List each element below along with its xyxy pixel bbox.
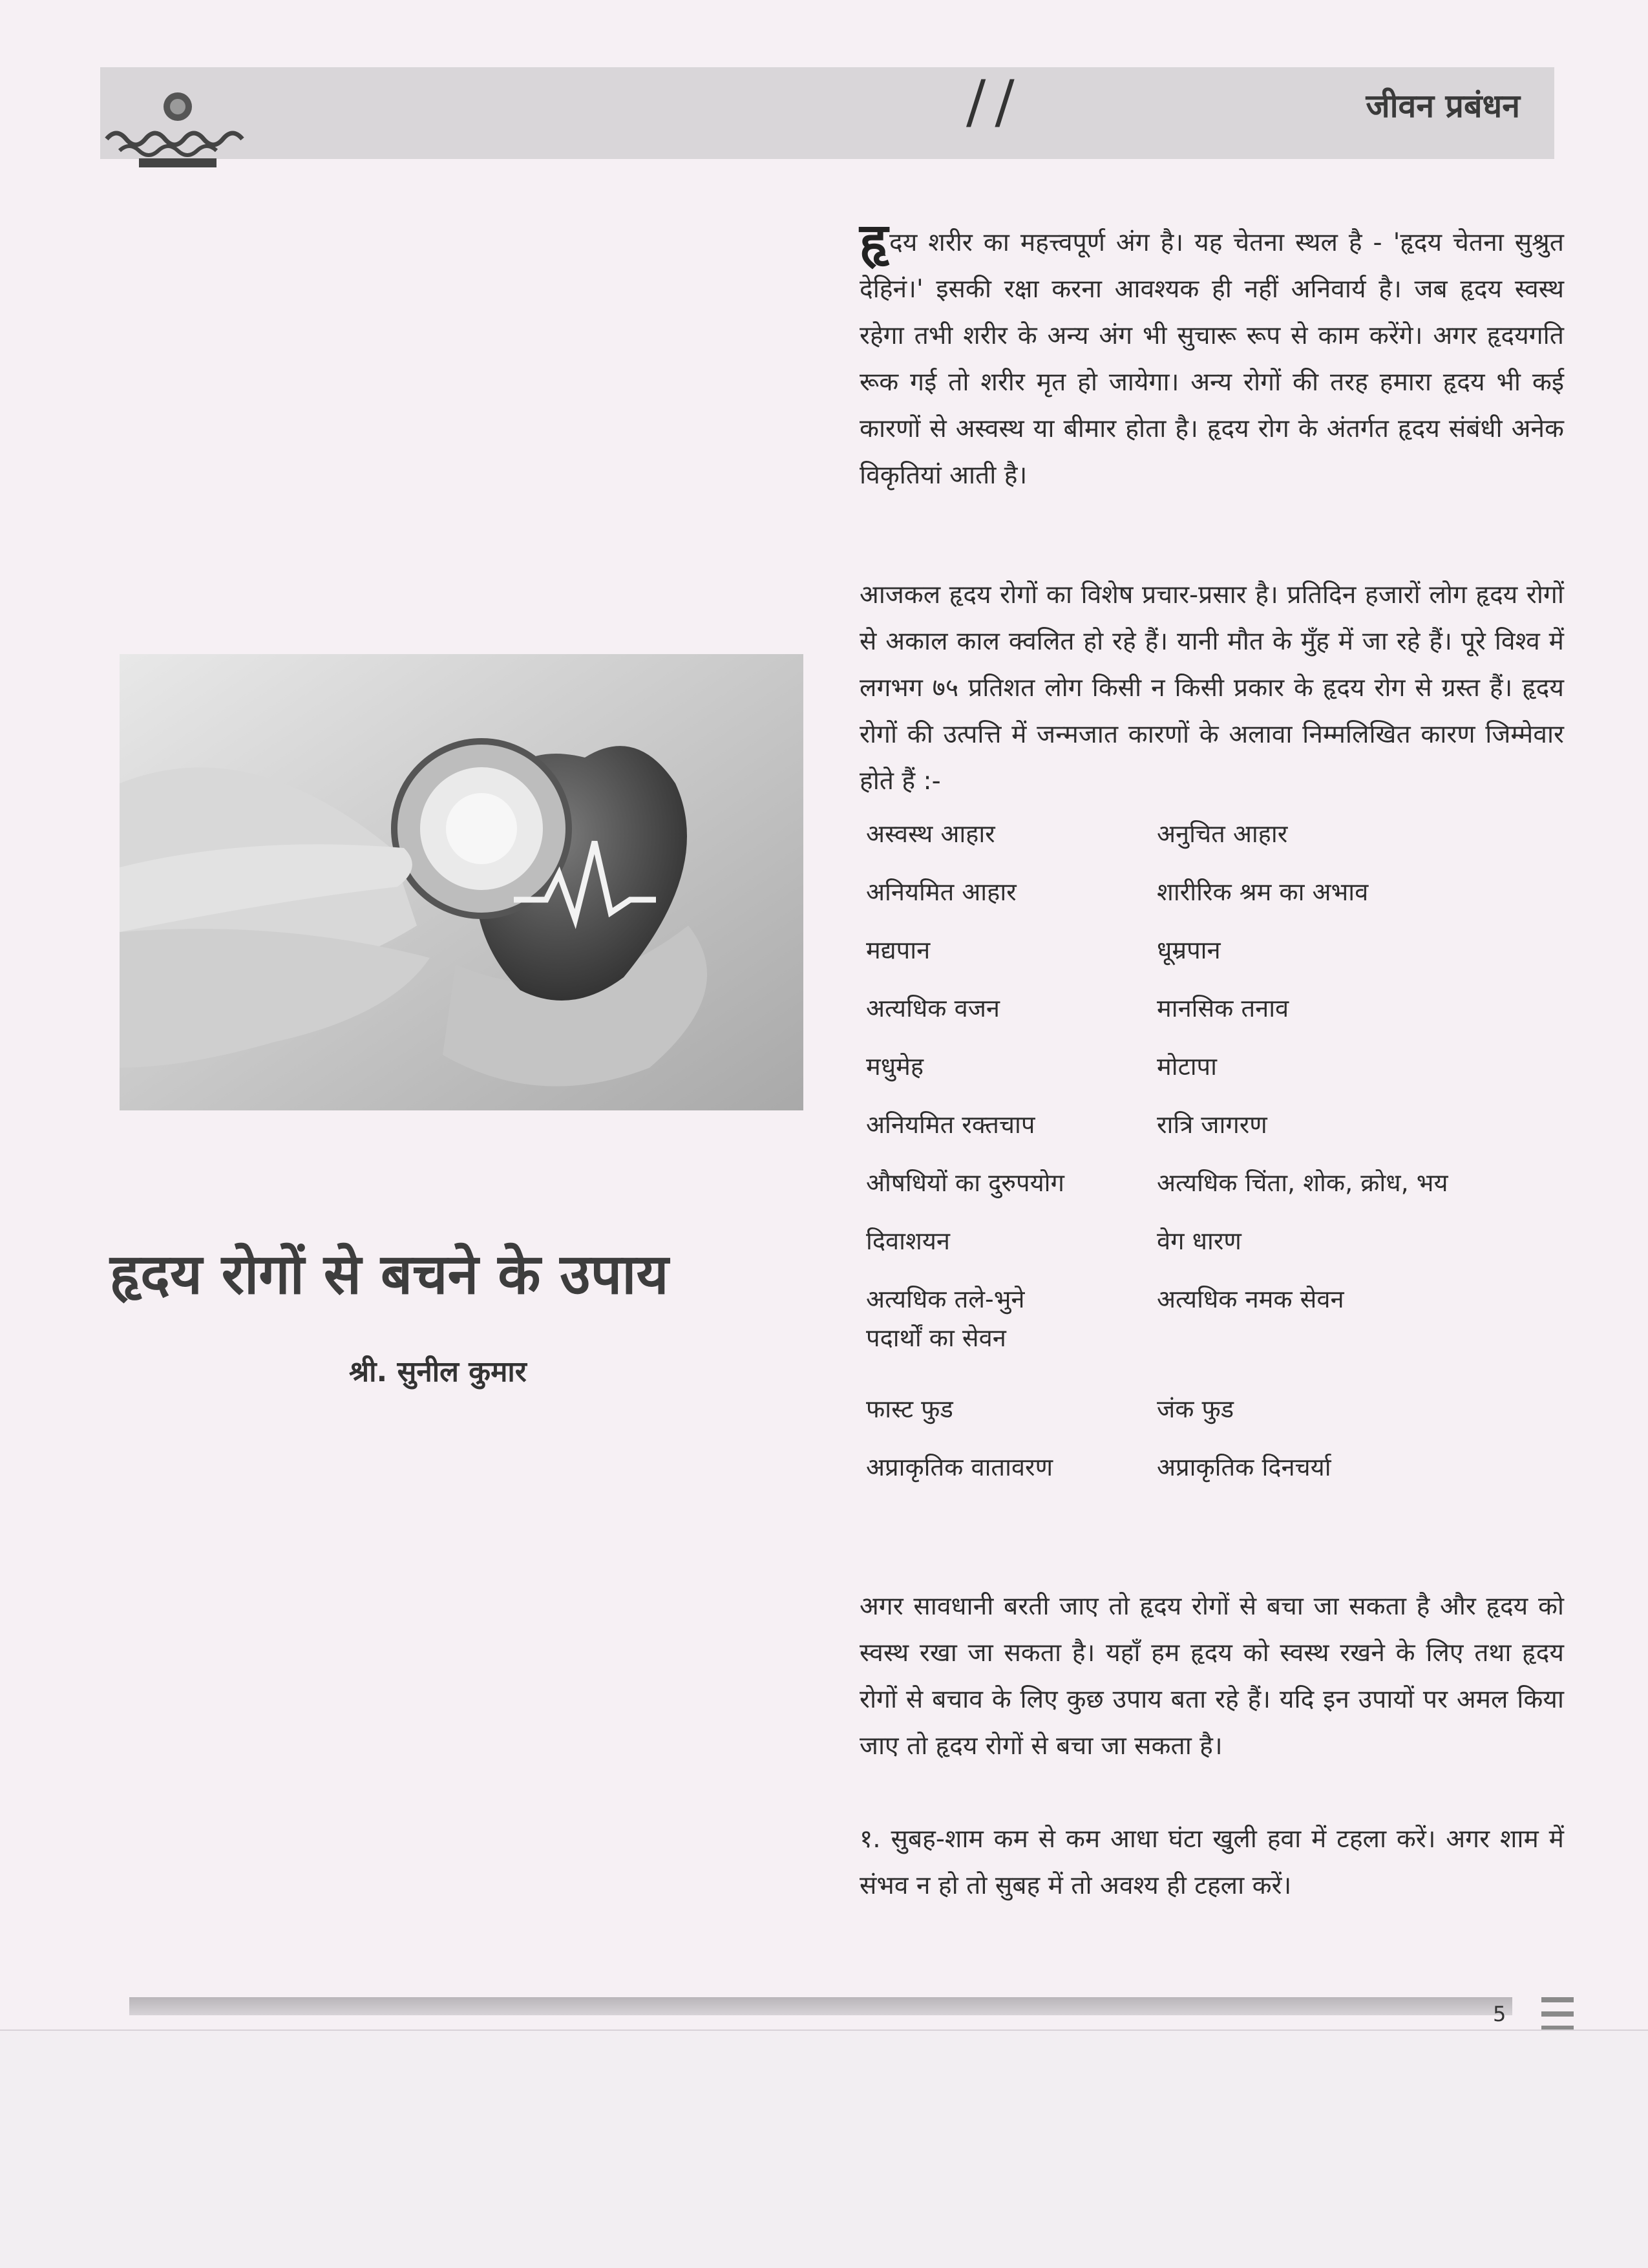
list-item: औषधियों का दुरुपयोग अत्यधिक चिंता, शोक, क्रोध, भय	[866, 1169, 1448, 1197]
list-item: मद्यपान धूम्रपान	[866, 936, 1221, 964]
article-title: हृदय रोगों से बचने के उपाय	[110, 1242, 669, 1307]
list-item: मधुमेह मोटापा	[866, 1052, 1217, 1081]
stethoscope-heart-photo	[120, 654, 803, 1110]
drop-cap: हृ	[860, 212, 888, 272]
list-item: अत्यधिक वजन मानसिक तनाव	[866, 994, 1289, 1023]
footer-band	[129, 1997, 1512, 2015]
article-author: श्री. सुनील कुमार	[349, 1355, 527, 1388]
page-number: 5	[1493, 2002, 1506, 2026]
list-item: दिवाशयन वेग धारण	[866, 1227, 1241, 1255]
intro-paragraph	[860, 212, 1564, 499]
page-bottom-margin	[0, 2030, 1648, 2268]
tip-1-paragraph: १. सुबह-शाम कम से कम आधा घंटा खुली हवा में टहला करें। अगर शाम में संभव न हो तो सुबह में तो अवश्य ही टहला करें।	[860, 1825, 1564, 1900]
list-item: अनियमित रक्तचाप रात्रि जागरण	[866, 1110, 1267, 1139]
prevention-paragraph: अगर सावधानी बरती जाए तो हृदय रोगों से बचा जा सकता है और हृदय को स्वस्थ रखा जा सकता है। यहाँ हम हृदय को स्वस्थ रखने के लिए तथा हृदय रोगों से बचाव के लिए कुछ उपाय बता रहे हैं। यदि इन उपायों पर अमल किया जाए तो हृदय रोगों से बचा जा सकता है।	[860, 1592, 1564, 1761]
causes-intro-paragraph: आजकल हृदय रोगों का विशेष प्रचार-प्रसार है। प्रतिदिन हजारों लोग हृदय रोगों से अकाल काल क्वलित हो रहे हैं। यानी मौत के मुँह में जा रहे हैं। पूरे विश्व में लगभग ७५ प्रतिशत लोग किसी न किसी प्रकार के हृदय रोग से ग्रस्त हैं। हृदय रोगों की उत्पत्ति में जन्मजात कारणों के अलावा निम्मलिखित कारण जिम्मेवार होते हैं :-	[860, 580, 1564, 796]
list-item: अस्वस्थ आहार अनुचित आहार	[866, 820, 1288, 848]
header-band	[100, 67, 1554, 159]
footer-lines-icon	[1541, 1996, 1574, 2035]
causes-list	[866, 814, 1564, 1506]
intro-text: दय शरीर का महत्त्वपूर्ण अंग है। यह चेतना स्थल है - 'हृदय चेतना सुश्रुत देहिनं।' इसकी रक्षा करना आवश्यक ही नहीं अनिवार्य है। जब हृदय स्वस्थ रहेगा तभी शरीर के अन्य अंग भी सुचारू रूप से काम करेंगे। अगर हृदयगति रूक गई तो शरीर मृत हो जायेगा। अन्य रोगों की तरह हमारा हृदय भी कई कारणों से अस्वस्थ या बीमार होता है। हृदय रोग के अंतर्गत हृदय संबंधी अनेक विकृतियां आती है।	[860, 228, 1564, 490]
list-item: अत्यधिक तले-भुने पदार्थों का सेवन अत्यधिक नमक सेवन	[866, 1285, 1344, 1352]
list-item: अनियमित आहार शारीरिक श्रम का अभाव	[866, 878, 1369, 906]
list-item: अप्राकृतिक वातावरण अप्राकृतिक दिनचर्या	[866, 1453, 1331, 1481]
magazine-logo-icon	[103, 87, 259, 171]
list-item: फास्ट फुड जंक फुड	[866, 1395, 1234, 1423]
section-title: जीवन प्रबंधन	[1366, 87, 1520, 125]
handwritten-mark: //	[966, 68, 1024, 136]
